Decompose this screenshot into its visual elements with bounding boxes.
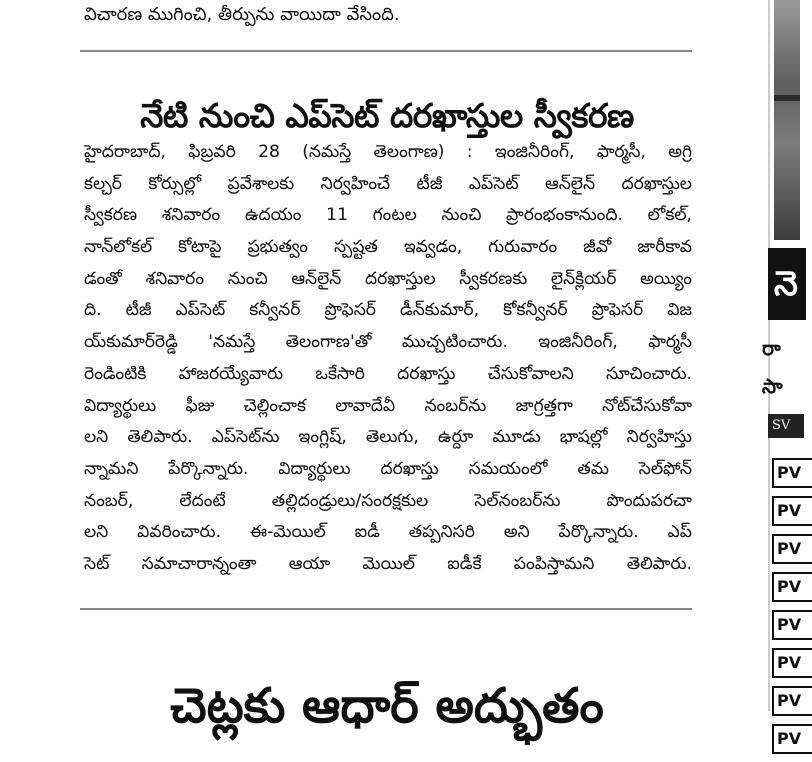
pv-list-item: PV [772,648,812,678]
article-body-line: లని వివరించారు. ఈ-మెయిల్ ఐడీ తప్పనిసరి అని పేర్కొన్నారు. ఎప్ [84,522,692,543]
article-body-line: లని తెలిపారు. ఎప్‌సెట్‌ను ఇంగ్లిష్, తెలుగు, ఉర్దూ మూడు భాషల్లో నిర్వహిస్తు [84,427,692,448]
pv-list-item: PV [772,686,812,716]
article-body-line: నంబర్, లేదంటే తల్లిదండ్రులు/సంరక్షకుల సెల్‌నంబర్‌ను పొందుపరచా [84,490,692,511]
pv-list-item: PV [772,496,812,526]
pv-list-item: PV [772,610,812,640]
article-headline: నేటి నుంచి ఎప్‌సెట్ దరఖాస్తుల స్వీకరణ [140,96,634,136]
article-body-line: న్నామని పేర్కొన్నారు. విద్యార్థులు దరఖాస్తు సమయంలో తమ సెల్‌ఫోన్ [84,458,692,479]
adjacent-photo [774,0,800,240]
adjacent-column-strip [758,0,802,748]
adjacent-heading-block: నె [768,248,806,320]
pv-list-item: PV [772,534,812,564]
adjacent-text-fragment: సా [762,374,783,398]
pv-list-item: PV [772,458,812,488]
photo-detail [774,95,800,101]
article-body-line: రెండింటికి హాజరయ్యేవారు ఒకేసారి దరఖాస్తు చేసుకోవాలని సూచించారు. [84,363,692,384]
article-body-line: స్వీకరణ శనివారం ఉదయం 11 గంటల నుంచి ప్రారంభంకానుంది. లోకల్, [84,205,692,226]
article-body-line: ది. టీజీ ఎప్‌సెట్ కన్వీనర్ ప్రొఫెసర్ డీన్‌కుమార్, కోకన్వీనర్ ప్రొఫెసర్ విజ [84,300,692,321]
article-divider-top [80,50,692,52]
article-body-line: కల్చర్ కోర్సుల్లో ప్రవేశాలకు నిర్వహించే టీజీ ఎప్‌సెట్ ఆన్‌లైన్ దరఖాస్తుల [84,173,692,194]
pv-list [772,458,812,762]
article-column [76,0,698,734]
article-body [84,137,692,581]
article-body-line: నాన్‌లోకల్ కోటాపై ప్రభుత్వం స్పష్టత ఇవ్వడం, గురువారం జీవో జారీకావ [84,237,692,258]
adjacent-text-fragment: రా [762,336,781,360]
article-body-line: య్‌కుమార్‌రెడ్డి 'నమస్తే తెలంగాణ'తో ముచ్చటించారు. ఇంజినీరింగ్, ఫార్మసీ [84,332,692,353]
article-body-line: హైదరాబాద్, ఫిబ్రవరి 28 (నమస్తే తెలంగాణ) : ఇంజినీరింగ్, ఫార్మసీ, అగ్రి [84,142,692,162]
article-body-line: విద్యార్థులు ఫీజు చెల్లించాక లావాదేవీ నంబర్‌ను జాగ్రత్తగా నోట్‌చేసుకోవా [84,395,692,416]
sv-badge: SV [768,414,804,438]
article-body-line: డంతో శనివారం నుంచి ఆన్‌లైన్ దరఖాస్తుల స్వీకరణకు లైన్‌క్లియర్ అయ్యిం [84,268,692,289]
article-divider-bottom [80,608,692,610]
pv-list-item: PV [772,724,812,754]
pv-list-item: PV [772,572,812,602]
previous-article-last-line: విచారణ ముగించి, తీర్పును వాయిదా వేసింది. [84,4,400,25]
next-article-headline: చెట్లకు ఆధార్ అద్భుతం [170,677,604,734]
article-body-line: సెట్ సమాచారాన్నంతా ఆయా మెయిల్ ఐడీకే పంపిస్తామని తెలిపారు. [84,553,692,574]
